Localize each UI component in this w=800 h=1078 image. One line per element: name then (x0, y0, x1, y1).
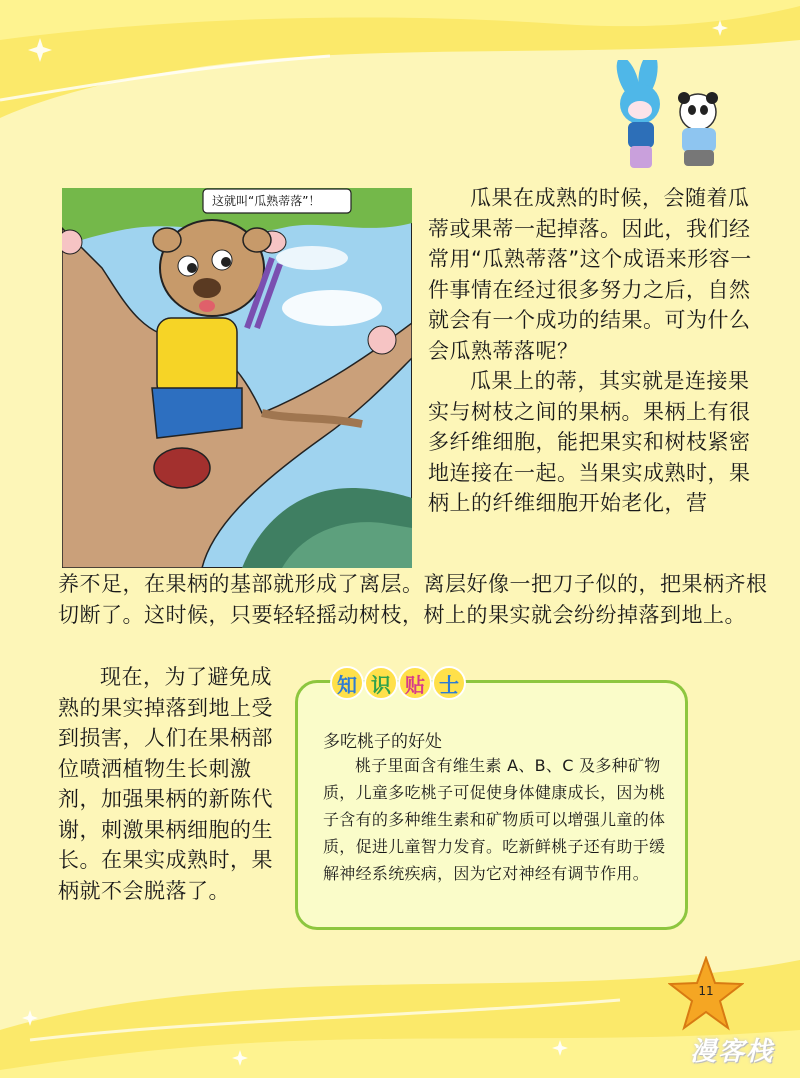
mascot-characters (598, 60, 768, 170)
paragraph-explanation-end: 养不足，在果柄的基部就形成了离层。离层好像一把刀子似的，把果柄齐根切断了。这时候，只要轻轻摇动树枝，树上的果实就会纷纷掉落到地上。 (58, 572, 768, 627)
tip-title: 多吃桃子的好处 (323, 732, 442, 752)
body-text-full-width (58, 569, 768, 630)
tip-body: 桃子里面含有维生素 A、B、C 及多种矿物质，儿童多吃桃子可促使身体健康成长，因为桃子含有的多种维生素和矿物质可以增强儿童的体质，促进儿童智力发育。吃新鲜桃子还有助于缓解神经系统疾病，因为它对神经有调节作用。 (323, 756, 666, 883)
paragraph-prevention: 现在，为了避免成熟的果实掉落到地上受到损害，人们在果柄部位喷洒植物生长刺激剂，加强果柄的新陈代谢，刺激果柄细胞的生长。在果实成熟时，果柄就不会脱落了。 (58, 665, 273, 903)
page-number: 11 (698, 984, 714, 998)
speech-bubble-text: 这就叫“瓜熟蒂落”！ (212, 194, 321, 208)
bear-in-tree-illustration (62, 188, 412, 568)
body-text-left-column (58, 662, 280, 906)
tip-badge: 贴 (398, 666, 432, 700)
paragraph-explanation-start: 瓜果上的蒂，其实就是连接果实与树枝之间的果柄。果柄上有很多纤维细胞，能把果实和树枝紧密地连接在一起。当果实成熟时，果柄上的纤维细胞开始老化，营 (428, 369, 751, 515)
tip-badge: 识 (364, 666, 398, 700)
paragraph-intro: 瓜果在成熟的时候，会随着瓜蒂或果蒂一起掉落。因此，我们经常用“瓜熟蒂落”这个成语来形容一件事情在经过很多努力之后，自然就会有一个成功的结果。可为什么会瓜熟蒂落呢？ (428, 186, 752, 363)
knowledge-tip-badges (330, 664, 470, 704)
publisher-logo: 漫客栈 (689, 1036, 774, 1067)
tip-badge: 知 (330, 666, 364, 700)
body-text-top-right (428, 183, 768, 519)
tip-badge: 士 (432, 666, 466, 700)
